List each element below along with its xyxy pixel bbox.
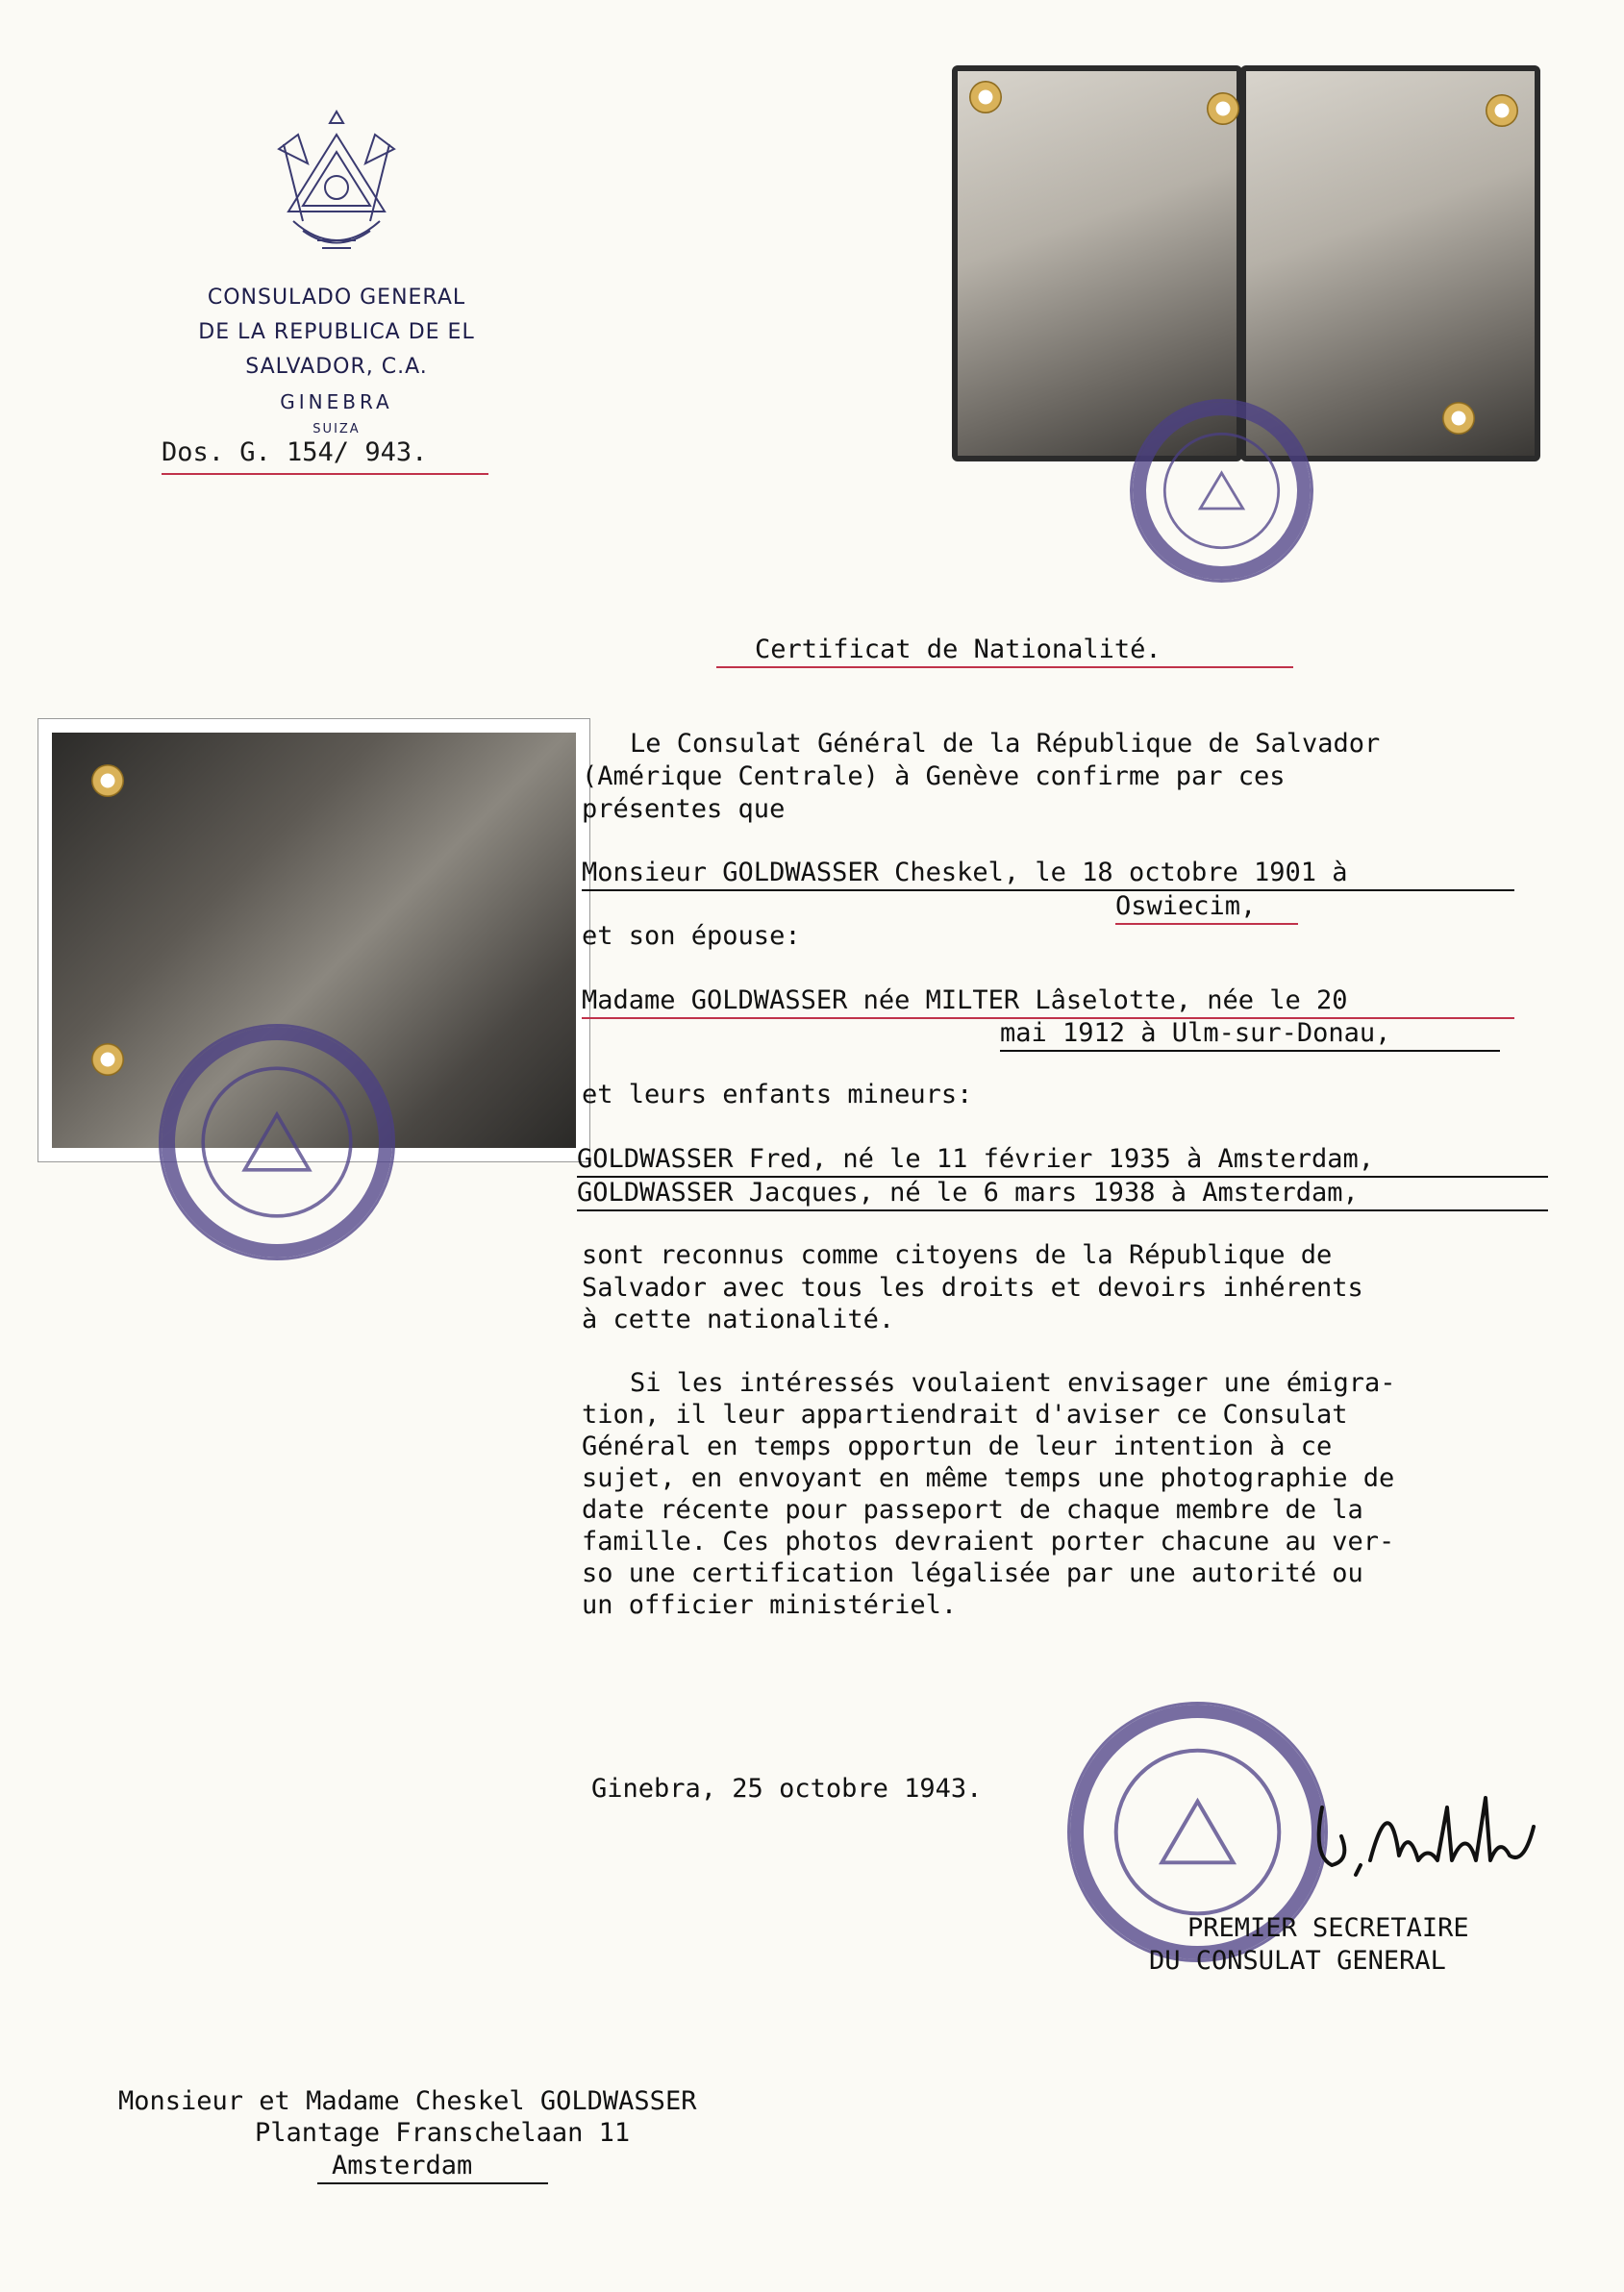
person2-underline-2 [1000,1050,1500,1052]
grommet-icon [1442,402,1475,435]
emigration-line-1: Si les intéressés voulaient envisager une émigra- [630,1368,1396,1398]
intro-line-2: (Amérique Centrale) à Genève confirme par ces [582,761,1286,791]
consulate-name: CONSULADO GENERAL [207,286,466,310]
child-2-underline [577,1209,1548,1211]
title-underline [716,666,1293,668]
addressee-city-underline [317,2182,548,2184]
grommet-icon [1486,94,1518,127]
person1-line-2: Oswiecim, [1115,891,1257,921]
children-intro: et leurs enfants mineurs: [582,1080,973,1109]
child-2: GOLDWASSER Jacques, né le 6 mars 1938 à Amsterdam, [577,1178,1359,1208]
certificate-title: Certificat de Nationalité. [755,635,1162,664]
spouse-intro: et son épouse: [582,921,801,951]
city-name: GINEBRA [280,390,393,413]
emigration-line-7: so une certification légalisée par une autorité ou [582,1558,1363,1588]
addressee-name: Monsieur et Madame Cheskel GOLDWASSER [118,2086,697,2116]
signatory-line-2: DU CONSULAT GENERAL [1149,1946,1446,1976]
parents-photos [952,65,1548,455]
emigration-line-6: famille. Ces photos devraient porter chacune au ver- [582,1527,1395,1557]
emigration-line-3: Général en temps opportun de leur intention à ce [582,1432,1333,1461]
person2-line-1: Madame GOLDWASSER née MILTER Lâselotte, née le 20 [582,985,1348,1015]
grommet-icon [1207,92,1239,125]
republic-name: DE LA REPUBLICA DE EL SALVADOR, C.A. [198,320,475,379]
consular-stamp-top [1130,399,1313,583]
intro-line-3: présentes que [582,794,786,824]
reference-number: Dos. G. 154/ 943. [162,437,428,467]
intro-line-1: Le Consulat Général de la République de Salvador [630,729,1381,759]
grommet-icon [91,1043,124,1076]
place-date: Ginebra, 25 octobre 1943. [591,1774,983,1804]
recognition-line-2: Salvador avec tous les droits et devoirs inhérents [582,1273,1363,1303]
consular-stamp-children [159,1024,395,1260]
grommet-icon [969,81,1002,113]
coat-of-arms-icon [264,106,409,269]
recognition-line-3: à cette nationalité. [582,1305,895,1334]
child-1: GOLDWASSER Fred, né le 11 février 1935 à Amsterdam, [577,1144,1375,1174]
addressee-street: Plantage Franschelaan 11 [255,2118,631,2148]
emigration-line-4: sujet, en envoyant en même temps une photographie de [582,1463,1395,1493]
grommet-icon [91,764,124,797]
emigration-line-5: date récente pour passeport de chaque membre de la [582,1495,1363,1525]
addressee-city: Amsterdam [332,2151,473,2180]
person1-underline [582,889,1514,891]
handwritten-signature [1303,1769,1543,1894]
country-name: SUIZA [312,422,361,436]
emigration-line-8: un officier ministériel. [582,1590,958,1620]
signatory-line-1: PREMIER SECRETAIRE [1187,1913,1469,1943]
person2-line-2: mai 1912 à Ulm-sur-Donau, [1000,1018,1391,1048]
letterhead [144,106,529,440]
emigration-line-2: tion, il leur appartiendrait d'aviser ce Consulat [582,1400,1348,1430]
person1-line-1: Monsieur GOLDWASSER Cheskel, le 18 octobre 1901 à [582,858,1348,887]
reference-underline [162,473,488,475]
recognition-line-1: sont reconnus comme citoyens de la République de [582,1240,1333,1270]
person1-underline-2 [1115,923,1298,925]
